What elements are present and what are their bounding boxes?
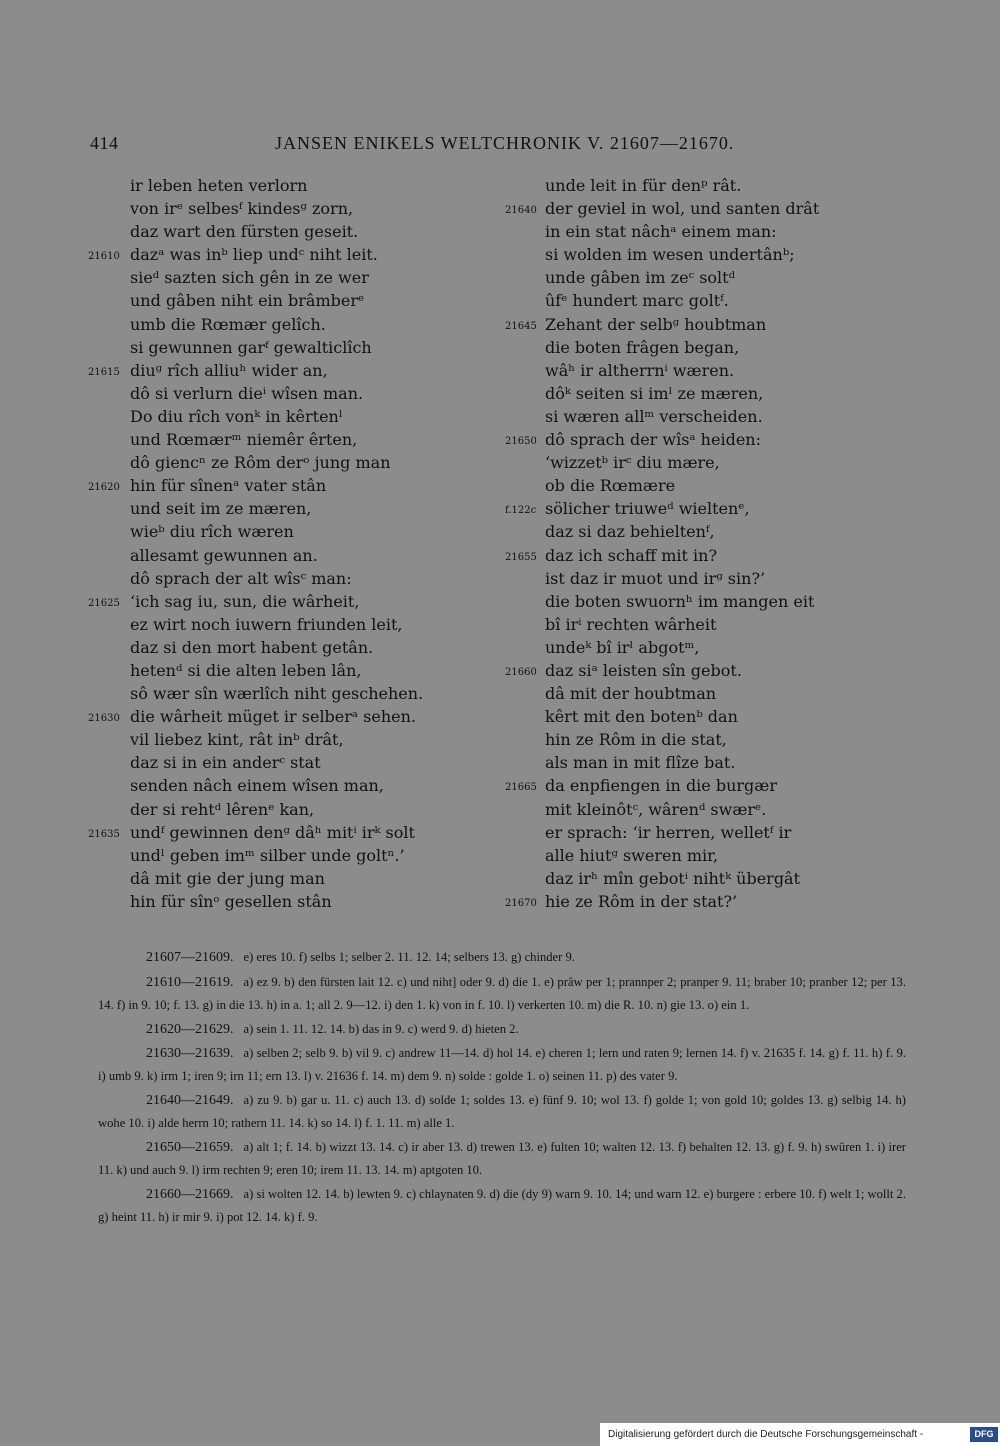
verse-text: sô wær sîn wærlîch niht geschehen.: [130, 684, 424, 704]
verse-range: 21660—21669.: [146, 1186, 234, 1202]
verse-text: und seit im ze mæren,: [130, 499, 312, 519]
verse-text: undˡ geben imᵐ silber unde goltⁿ.’: [130, 845, 405, 865]
apparatus-entry: [98, 1183, 906, 1228]
line-number: 21615: [88, 366, 120, 378]
verse-line: [88, 520, 488, 543]
verse-line: [88, 867, 488, 890]
line-number: 21655: [505, 551, 537, 563]
verse-line: [505, 728, 925, 751]
line-number: 21635: [88, 828, 120, 840]
verse-text: da enpfiengen in die burgær: [545, 776, 777, 796]
verse-range: 21607—21609.: [146, 950, 234, 965]
verse-line: [88, 659, 488, 682]
verse-text: von irᵉ selbesᶠ kindesᵍ zorn,: [130, 199, 354, 219]
apparatus-entry: [98, 1018, 906, 1041]
verse-text: in ein stat nâchᵃ einem man:: [545, 222, 777, 242]
running-title: JANSEN ENIKELS WELTCHRONIK V. 21607—21670.: [275, 133, 735, 153]
verse-line: [505, 659, 925, 682]
footer-text: Digitalisierung gefördert durch die Deutsche Forschungsgemeinschaft -: [608, 1429, 924, 1440]
dfg-logo: DFG: [970, 1427, 998, 1442]
verse-line: [505, 590, 925, 613]
verse-line: [88, 266, 488, 289]
verse-text: mit kleinôtᶜ, wârenᵈ swærᵉ.: [545, 799, 767, 819]
verse-line: [505, 821, 925, 844]
verse-text: dô sprach der alt wîsᶜ man:: [130, 568, 352, 588]
verse-text: die boten swuornʰ im mangen eit: [545, 591, 815, 611]
verse-text: hin ze Rôm in die stat,: [545, 730, 727, 750]
verse-text: si wæren allᵐ verscheiden.: [545, 406, 763, 426]
verse-text: der geviel in wol, und santen drât: [545, 199, 820, 219]
verse-line: [505, 174, 925, 197]
apparatus-entry: [98, 971, 906, 1016]
page-number: 414: [90, 133, 119, 153]
verse-text: daz si in ein anderᶜ stat: [130, 753, 321, 773]
verse-line: [505, 867, 925, 890]
verse-line: [505, 220, 925, 243]
verse-line: [505, 705, 925, 728]
verse-line: [88, 705, 488, 728]
variant-readings: a) ez 9. b) den fürsten lait 12. c) und niht] oder 9. d) die 1. e) prâw per 1; prannper 2; pranper 9. 11; braber 10; pranber 12; per 13. 14. f) in 9. 10; f. 13. g) in die 13. h) in a. 1; all 2. 9—12. i) den 1. k) von in f. 10. l) verkerten 10. m) die R. 10. n) gie 13. o) ein 1.: [98, 974, 906, 1012]
verse-text: dâ mit gie der jung man: [130, 868, 325, 888]
verse-line: [88, 544, 488, 567]
verse-line: [88, 728, 488, 751]
verse-line: [505, 497, 925, 520]
verse-line: [88, 821, 488, 844]
verse-line: [505, 890, 925, 913]
verse-text: daz si den mort habent getân.: [130, 637, 374, 657]
verse-line: [88, 682, 488, 705]
verse-text: und Rœmærᵐ niemêr êrten,: [130, 430, 358, 450]
verse-text: dô si verlurn dieⁱ wîsen man.: [130, 383, 364, 403]
verse-range: 21610—21619.: [146, 974, 234, 990]
verse-text: hie ze Rôm in der stat?’: [545, 891, 738, 911]
line-number: 21610: [88, 251, 120, 263]
verse-text: unde gâben im zeᶜ soltᵈ: [545, 268, 735, 288]
verse-line: [505, 544, 925, 567]
verse-text: ‘wizzetᵇ irᶜ diu mære,: [545, 453, 720, 473]
verse-text: Do diu rîch vonᵏ in kêrtenˡ: [130, 406, 343, 426]
verse-line: [88, 474, 488, 497]
verse-text: die boten frâgen began,: [545, 337, 740, 357]
verse-text: wâʰ ir altherrnⁱ wæren.: [545, 360, 735, 380]
variant-readings: a) alt 1; f. 14. b) wizzt 13. 14. c) ir aber 13. d) trewen 13. e) fulten 10; walten 12. 13. f) behalten 12. 13. g) f. 9. h) swûren 1. i) irer 11. k) und auch 9. l) irm rechten 9; eren 10; irem 11. 13. 14. m) aptgoten 10.: [98, 1139, 906, 1177]
verse-line: [88, 359, 488, 382]
verse-line: [505, 682, 925, 705]
verse-line: [88, 243, 488, 266]
verse-line: [505, 313, 925, 336]
verse-text: senden nâch einem wîsen man,: [130, 776, 384, 796]
verse-text: diuᵍ rîch alliuʰ wider an,: [130, 360, 328, 380]
verse-line: [88, 220, 488, 243]
line-number: 21650: [505, 436, 537, 448]
apparatus-entry: [98, 1136, 906, 1181]
verse-range: 21620—21629.: [146, 1021, 234, 1037]
verse-text: ez wirt noch iuwern friunden leit,: [130, 614, 403, 634]
variant-readings: a) sein 1. 11. 12. 14. b) das in 9. c) werd 9. d) hieten 2.: [243, 1021, 519, 1036]
verse-line: [505, 751, 925, 774]
verse-text: kêrt mit den botenᵇ dan: [545, 707, 738, 727]
verse-text: Zehant der selbᵍ houbtman: [545, 314, 767, 334]
verse-text: bî irⁱ rechten wârheit: [545, 614, 717, 634]
verse-text: daz siᵃ leisten sîn gebot.: [545, 660, 742, 680]
verse-line: [88, 289, 488, 312]
verse-line: [88, 844, 488, 867]
verse-text: ist daz ir muot und irᵍ sin?’: [545, 568, 766, 588]
verse-line: [505, 336, 925, 359]
verse-text: als man in mit flîze bat.: [545, 753, 736, 773]
right-verse-column: [505, 174, 925, 913]
apparatus-entry: [98, 1042, 906, 1087]
verse-text: ûfᵉ hundert marc goltᶠ.: [545, 291, 729, 311]
line-number: f.122c: [505, 505, 537, 517]
verse-line: [88, 890, 488, 913]
variant-readings: a) zu 9. b) gar u. 11. c) auch 13. d) solde 1; soldes 13. e) fünf 9. 10; wol 13. f) golde 1; von gold 10; goldes 13. g) selbig 14. h) wohe 10. i) alde herrn 10; rathern 11. 14. k) so 14. l) f. 1. 11. m) alle 1.: [98, 1093, 906, 1131]
apparatus-entry: [98, 946, 906, 969]
verse-text: der si rehtᵈ lêrenᵉ kan,: [130, 799, 315, 819]
verse-line: [505, 474, 925, 497]
verse-text: si wolden im wesen undertânᵇ;: [545, 245, 795, 265]
verse-text: daz ich schaff mit in?: [545, 545, 718, 565]
verse-text: hetenᵈ si die alten leben lân,: [130, 660, 362, 680]
line-number: 21665: [505, 782, 537, 794]
verse-text: hin für sînenᵃ vater stân: [130, 476, 327, 496]
verse-text: dô giencⁿ ze Rôm derᵒ jung man: [130, 453, 391, 473]
verse-text: wieᵇ diu rîch wæren: [130, 522, 294, 542]
verse-line: [88, 497, 488, 520]
verse-line: [505, 451, 925, 474]
line-number: 21660: [505, 666, 537, 678]
verse-text: dâ mit der houbtman: [545, 684, 717, 704]
verse-text: ‘ich sag iu, sun, die wârheit,: [130, 591, 360, 611]
verse-line: [88, 197, 488, 220]
verse-line: [505, 567, 925, 590]
verse-line: [88, 405, 488, 428]
verse-text: alle hiutᵍ sweren mir,: [545, 845, 719, 865]
line-number: 21630: [88, 713, 120, 725]
verse-line: [505, 405, 925, 428]
verse-text: ob die Rœmære: [545, 476, 676, 496]
verse-text: hin für sînᵒ gesellen stân: [130, 891, 332, 911]
verse-line: [505, 197, 925, 220]
verse-range: 21640—21649.: [146, 1093, 234, 1109]
verse-text: vil liebez kint, rât inᵇ drât,: [130, 730, 344, 750]
verse-text: und gâben niht ein brâmberᵉ: [130, 291, 365, 311]
verse-line: [88, 636, 488, 659]
verse-text: sölicher triuweᵈ wieltenᵉ,: [545, 499, 750, 519]
variant-readings: a) si wolten 12. 14. b) lewten 9. c) chlaynaten 9. d) die (dy 9) warn 9. 10. 14; und warn 12. e) burgere : erbere 10. f) welt 1; wollt 2. g) heint 11. h) ir mir 9. i) pot 12. 14. k) f. 9.: [98, 1186, 906, 1224]
verse-line: [88, 613, 488, 636]
verse-text: umb die Rœmær gelîch.: [130, 314, 326, 334]
verse-line: [88, 590, 488, 613]
apparatus-entry: [98, 1089, 906, 1134]
footer-bar: [600, 1423, 1000, 1446]
variant-readings: e) eres 10. f) selbs 1; selber 2. 11. 12. 14; selbers 13. g) chinder 9.: [243, 950, 575, 964]
verse-line: [505, 798, 925, 821]
verse-line: [505, 382, 925, 405]
verse-text: daz irʰ mîn gebotⁱ nihtᵏ übergât: [545, 868, 801, 888]
line-number: 21625: [88, 597, 120, 609]
verse-line: [505, 774, 925, 797]
verse-range: 21650—21659.: [146, 1139, 234, 1155]
line-number: 21620: [88, 482, 120, 494]
verse-text: ir leben heten verlorn: [130, 176, 308, 195]
line-number: 21645: [505, 320, 537, 332]
verse-text: sieᵈ sazten sich gên in ze wer: [130, 268, 369, 288]
verse-line: [88, 567, 488, 590]
verse-line: [88, 382, 488, 405]
verse-line: [505, 266, 925, 289]
verse-text: er sprach: ‘ir herren, welletᶠ ir: [545, 822, 792, 842]
verse-range: 21630—21639.: [146, 1046, 234, 1062]
verse-line: [88, 751, 488, 774]
verse-line: [88, 774, 488, 797]
line-number: 21640: [505, 205, 537, 217]
variant-readings: a) selben 2; selb 9. b) vil 9. c) andrew 11—14. d) hol 14. e) cheren 1; lern und raten 9; lernen 14. f) v. 21635 f. 14. g) f. 11. h) f. 9. i) umb 9. k) irm 1; iren 9; irn 11; ern 13. l) v. 21636 f. 14. m) dem 9. n) solde : golde 1. o) seinen 11. p) des vater 9.: [98, 1046, 906, 1084]
verse-line: [505, 636, 925, 659]
verse-text: die wârheit müget ir selberᵃ sehen.: [130, 707, 417, 727]
verse-line: [505, 289, 925, 312]
verse-line: [88, 451, 488, 474]
line-number: 21670: [505, 897, 537, 909]
verse-text: dôᵏ seiten si imˡ ze mæren,: [545, 383, 764, 403]
verse-line: [505, 359, 925, 382]
verse-line: [505, 243, 925, 266]
verse-line: [505, 613, 925, 636]
verse-text: dazᵃ was inᵇ liep undᶜ niht leit.: [130, 245, 378, 265]
verse-text: daz si daz behieltenᶠ,: [545, 522, 715, 542]
verse-line: [88, 313, 488, 336]
verse-line: [505, 844, 925, 867]
critical-apparatus: [98, 946, 906, 1230]
verse-line: [505, 520, 925, 543]
verse-text: si gewunnen garᶠ gewalticlîch: [130, 337, 372, 357]
verse-text: unde leit in für denᵖ rât.: [545, 176, 742, 195]
verse-text: undeᵏ bî irˡ abgotᵐ,: [545, 637, 700, 657]
verse-text: allesamt gewunnen an.: [130, 545, 318, 565]
left-verse-column: [88, 174, 488, 913]
verse-text: undᶠ gewinnen denᵍ dâʰ mitⁱ irᵏ solt: [130, 822, 415, 842]
verse-text: daz wart den fürsten geseit.: [130, 222, 359, 242]
verse-line: [88, 798, 488, 821]
verse-line: [88, 336, 488, 359]
verse-line: [505, 428, 925, 451]
verse-text: dô sprach der wîsᵃ heiden:: [545, 430, 761, 450]
page-header: [90, 133, 920, 157]
verse-line: [88, 174, 488, 197]
verse-line: [88, 428, 488, 451]
